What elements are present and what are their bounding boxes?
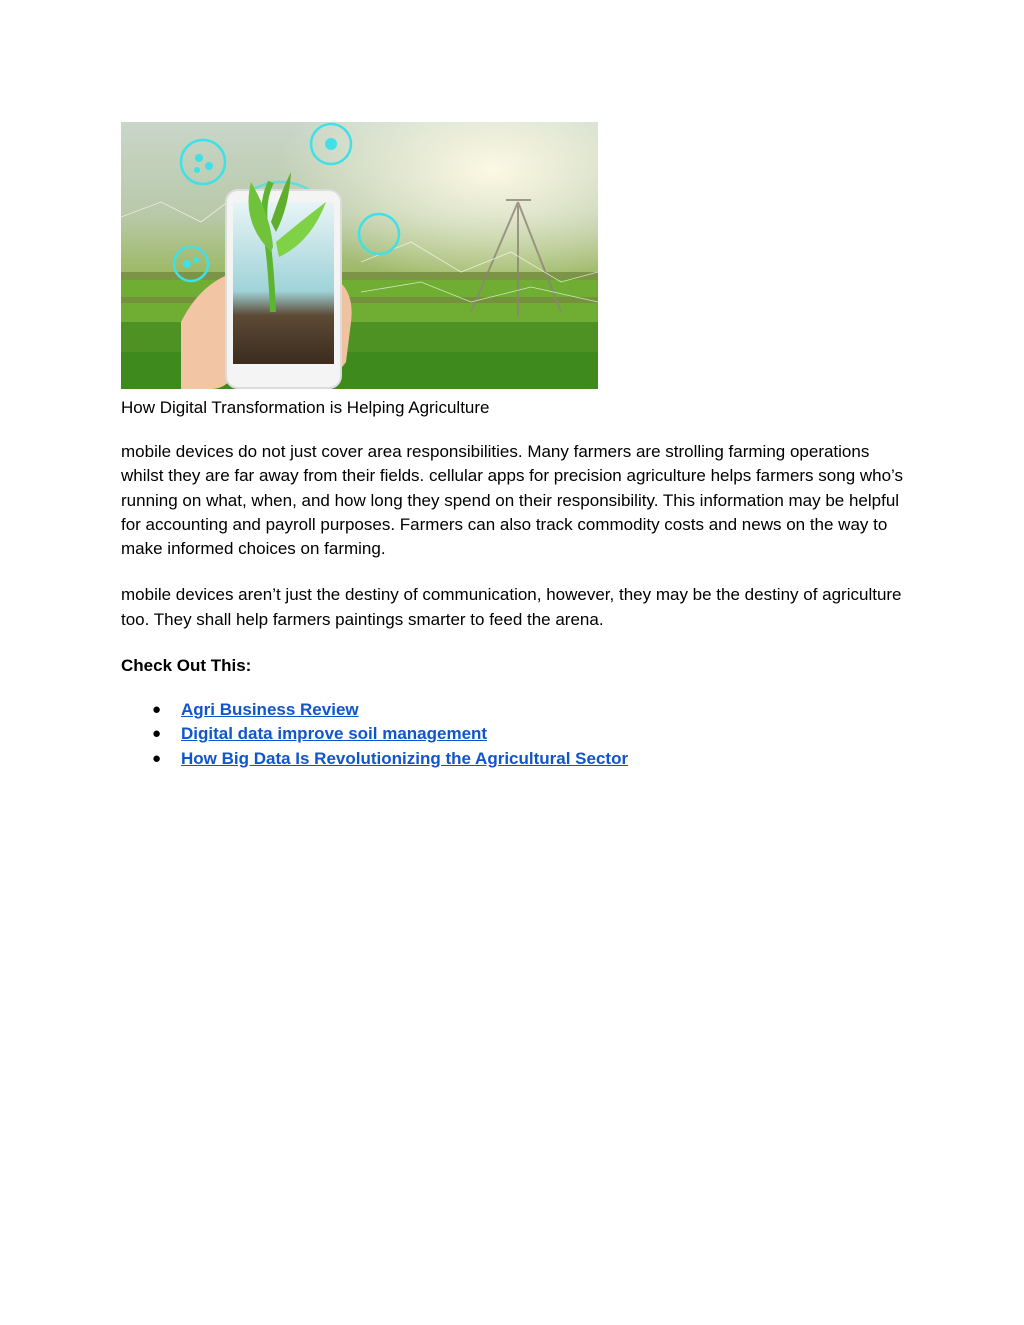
list-item (121, 747, 911, 771)
hero-image (121, 122, 598, 389)
bullet-icon: ● (152, 725, 162, 743)
list-item (121, 722, 911, 746)
body-paragraph: mobile devices do not just cover area responsibilities. Many farmers are strolling farming operations whilst they are far away from their fields. cellular apps for precision agriculture helps farmers song who’s running on what, when, and how long they spend on their responsibility. This information may be helpful for accounting and payroll purposes. Farmers can also track commodity costs and news on the way to make informed choices on farming. (121, 442, 904, 559)
bullet-icon: ● (152, 701, 162, 719)
check-out-heading: Check Out This: (121, 656, 252, 676)
list-item (121, 698, 911, 722)
image-caption: How Digital Transformation is Helping Agriculture (121, 398, 490, 417)
link-agri-business-review[interactable]: Agri Business Review (181, 700, 359, 720)
document-page (121, 122, 911, 771)
link-big-data-agricultural-sector[interactable]: How Big Data Is Revolutionizing the Agricultural Sector (181, 748, 629, 768)
body-paragraph: mobile devices aren’t just the destiny of communication, however, they may be the destiny of agriculture too. They shall help farmers paintings smarter to feed the arena. (121, 585, 902, 629)
related-links-list (121, 698, 911, 771)
link-digital-data-soil-management[interactable]: Digital data improve soil management (181, 724, 488, 744)
bullet-icon: ● (152, 749, 162, 767)
agriculture-phone-illustration (121, 122, 598, 389)
